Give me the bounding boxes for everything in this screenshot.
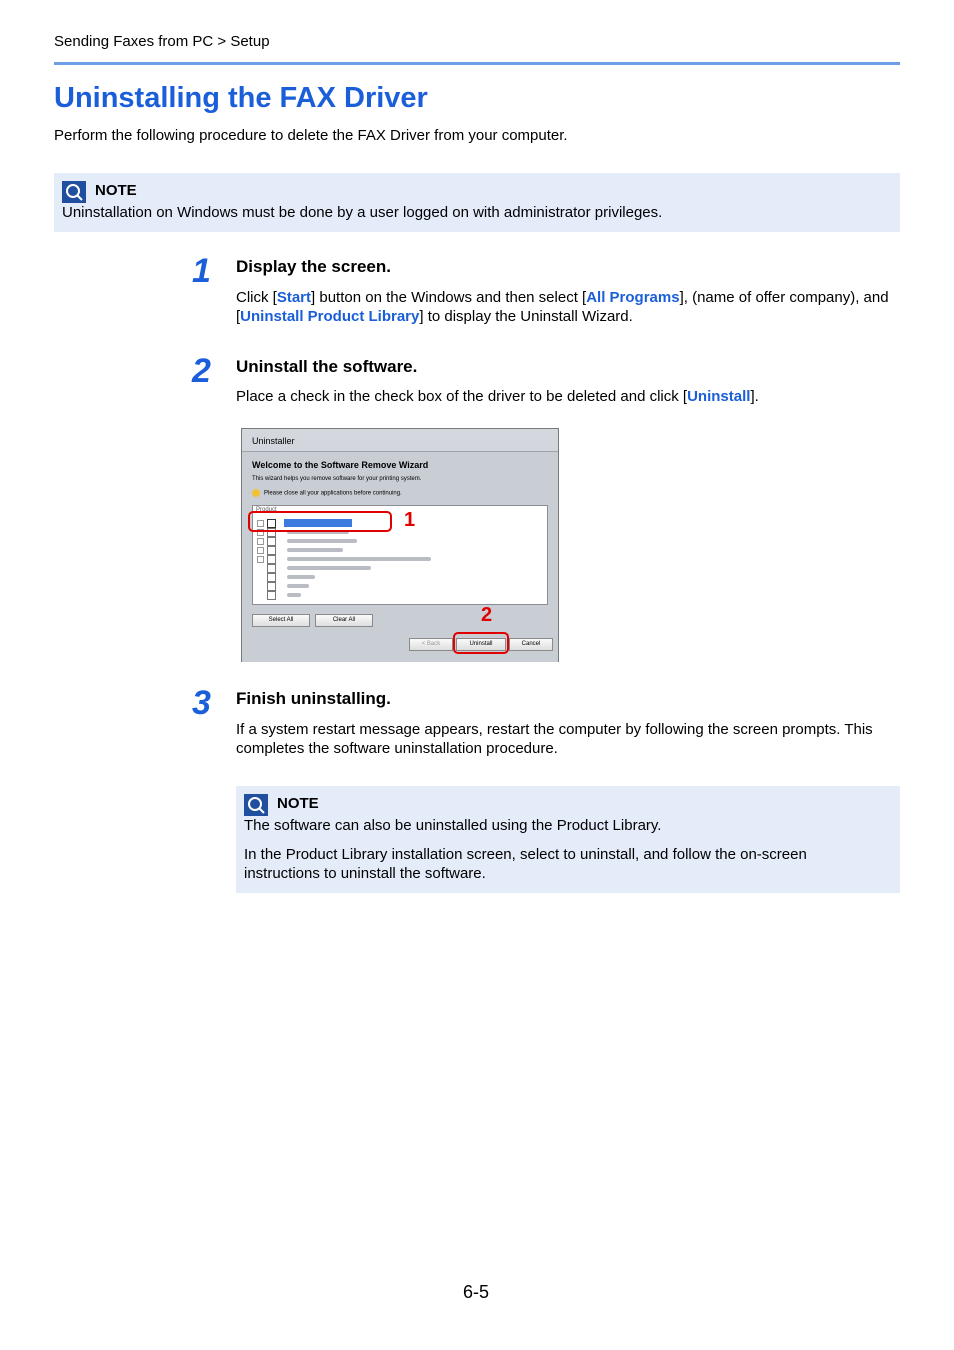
blurred-item [287,557,431,561]
product-checkbox[interactable] [267,546,276,555]
intro-text: Perform the following procedure to delete the FAX Driver from your computer. [54,127,568,144]
blurred-item [287,584,309,588]
list-item[interactable] [257,546,457,554]
step-body: If a system restart message appears, restart the computer by following the screen prompts. This completes the software uninstallation procedure. [236,721,873,757]
blurred-item [287,593,301,597]
step-text: ] button on the Windows and then select [ [311,289,587,306]
step-number: 3 [192,684,211,722]
expand-icon[interactable] [257,547,264,554]
expand-icon[interactable] [257,538,264,545]
list-item[interactable] [257,555,457,563]
list-item[interactable] [257,564,457,572]
step-heading: Uninstall the software. [236,357,418,376]
warning-icon [252,489,260,497]
list-item[interactable] [257,582,457,590]
product-checkbox[interactable] [267,564,276,573]
step-body [236,288,900,326]
product-checkbox[interactable] [267,582,276,591]
wizard-warning [252,489,402,497]
note-text: The software can also be uninstalled using the Product Library. [244,817,662,834]
note-box [236,786,900,893]
list-item[interactable] [257,591,457,599]
step-number: 2 [192,352,211,390]
wizard-subtitle: This wizard helps you remove software for your printing system. [252,476,422,482]
product-checkbox[interactable] [267,573,276,582]
blurred-item [287,548,343,552]
wizard-pane [242,451,558,662]
select-all-button[interactable]: Select All [252,614,310,627]
start-reference: Start [276,289,312,306]
page-title: Uninstalling the FAX Driver [54,82,428,114]
product-checkbox[interactable] [267,537,276,546]
product-checkbox[interactable] [267,555,276,564]
note-box [54,173,900,232]
uninstall-button[interactable]: Uninstall [456,638,506,651]
note-label: NOTE [95,182,137,199]
step-number: 1 [192,252,211,290]
step-text: ]. [750,388,759,405]
step-text: Click [ [236,289,277,306]
wizard-heading: Welcome to the Software Remove Wizard [252,460,429,470]
note-icon [62,181,86,203]
note-text: Uninstallation on Windows must be done by a user logged on with administrator privileges. [62,204,663,221]
note-icon [244,794,268,816]
blurred-item [287,566,371,570]
note-text: In the Product Library installation screen, select to uninstall, and follow the on-screen instructions to uninstall the software. [244,846,807,882]
cancel-button[interactable]: Cancel [509,638,553,651]
page-number: 6-5 [463,1282,490,1302]
blurred-item [287,575,315,579]
blurred-item [287,539,357,543]
step-heading: Display the screen. [236,257,391,276]
product-checkbox[interactable] [267,591,276,600]
step-heading: Finish uninstalling. [236,689,391,708]
step-text: ] to display the Uninstall Wizard. [419,308,633,325]
breadcrumb: Sending Faxes from PC > Setup [54,33,270,50]
uninstaller-screenshot [241,428,559,662]
header-rule [54,62,900,65]
callout-highlight-1 [248,511,392,532]
callout-label-2: 2 [481,604,493,626]
callout-highlight-2 [453,632,509,654]
clear-all-button[interactable]: Clear All [315,614,373,627]
window-title: Uninstaller [252,436,295,446]
list-item[interactable] [257,537,457,545]
list-item[interactable] [257,573,457,581]
back-button[interactable]: < Back [409,638,453,651]
uninstall-reference: Uninstall [687,388,751,405]
note-label: NOTE [277,795,319,812]
all-programs-reference: All Programs [586,289,680,306]
list-header: Product [256,507,277,513]
step-text: ], (name of offer company), and [ [236,289,889,325]
expand-icon[interactable] [257,556,264,563]
step-text: Place a check in the check box of the driver to be deleted and click [ [236,388,688,405]
warning-text: Please close all your applications before continuing. [264,490,402,497]
uninstall-library-reference: Uninstall Product Library [240,308,420,325]
step-body [236,387,900,406]
callout-label-1: 1 [404,509,416,531]
